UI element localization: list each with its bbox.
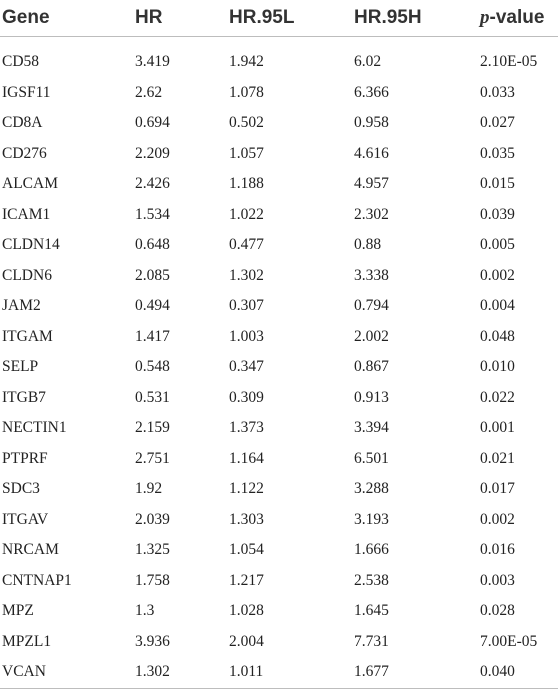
cell-pvalue: 0.002 [480, 266, 515, 284]
cell-hr: 0.494 [135, 297, 170, 315]
cell-pvalue: 0.015 [480, 175, 515, 193]
cell-gene: CLDN6 [2, 266, 52, 284]
cell-hr95l: 1.942 [229, 53, 264, 71]
cell-gene: CLDN14 [2, 236, 60, 254]
cell-pvalue: 0.022 [480, 388, 515, 406]
cell-pvalue: 0.017 [480, 480, 515, 498]
cell-hr: 1.92 [135, 480, 163, 498]
cell-hr95h: 0.794 [354, 297, 389, 315]
cell-hr: 2.209 [135, 144, 170, 162]
cell-hr: 3.419 [135, 53, 170, 71]
cell-hr95l: 1.003 [229, 327, 264, 345]
cell-gene: CNTNAP1 [2, 571, 72, 589]
cell-gene: SELP [2, 358, 39, 376]
cell-hr95h: 6.501 [354, 449, 389, 467]
cell-hr95l: 0.477 [229, 236, 264, 254]
cell-hr: 2.751 [135, 449, 170, 467]
cell-hr95h: 3.288 [354, 480, 389, 498]
cell-hr95l: 0.307 [229, 297, 264, 315]
cell-gene: SDC3 [2, 480, 40, 498]
cell-gene: IGSF11 [2, 83, 51, 101]
cell-hr95h: 6.02 [354, 53, 382, 71]
cell-pvalue: 0.028 [480, 602, 515, 620]
cell-hr95l: 1.078 [229, 83, 264, 101]
cell-gene: JAM2 [2, 297, 41, 315]
cell-pvalue: 0.048 [480, 327, 515, 345]
cell-hr95l: 1.028 [229, 602, 264, 620]
cell-hr95l: 1.054 [229, 541, 264, 559]
cell-hr95l: 1.022 [229, 205, 264, 223]
cell-hr95l: 1.217 [229, 571, 264, 589]
table-row [0, 535, 558, 566]
cell-gene: PTPRF [2, 449, 48, 467]
cell-hr95h: 4.616 [354, 144, 389, 162]
header-hr95h: HR.95H [354, 0, 480, 37]
table-row [0, 139, 558, 170]
cell-gene: MPZL1 [2, 632, 52, 650]
cell-hr: 3.936 [135, 632, 170, 650]
cell-gene: CD58 [2, 53, 40, 71]
cell-hr: 0.548 [135, 358, 170, 376]
cell-pvalue: 0.001 [480, 419, 515, 437]
table-row [0, 444, 558, 475]
table-row [0, 47, 558, 78]
cell-hr: 2.62 [135, 83, 163, 101]
cell-hr: 2.159 [135, 419, 170, 437]
cell-hr95l: 1.057 [229, 144, 264, 162]
cell-pvalue: 0.040 [480, 657, 558, 688]
table-row [0, 566, 558, 597]
table-row [0, 322, 558, 353]
cell-hr: 2.039 [135, 510, 170, 528]
cell-pvalue: 0.005 [480, 236, 515, 254]
cell-hr95l: 0.502 [229, 114, 264, 132]
header-row [0, 0, 558, 37]
cell-hr95h: 6.366 [354, 83, 389, 101]
cell-gene: ICAM1 [2, 205, 51, 223]
cell-pvalue: 0.016 [480, 541, 515, 559]
cell-hr95h: 3.193 [354, 510, 389, 528]
cell-hr95h: 1.677 [354, 657, 480, 688]
cell-hr: 1.302 [135, 657, 229, 688]
cell-hr95h: 0.913 [354, 388, 389, 406]
cell-pvalue: 0.002 [480, 510, 515, 528]
header-gene: Gene [0, 0, 135, 37]
cell-hr: 0.694 [135, 114, 170, 132]
cell-hr95l: 1.011 [229, 657, 354, 688]
cell-gene: MPZ [2, 602, 34, 620]
header-hr: HR [135, 0, 229, 37]
header-pvalue-italic: p [480, 7, 490, 28]
table-row [0, 291, 558, 322]
table-row [0, 261, 558, 292]
cell-gene: CD276 [2, 144, 47, 162]
cell-pvalue: 0.004 [480, 297, 515, 315]
table-header [0, 0, 558, 47]
cell-hr95h: 4.957 [354, 175, 389, 193]
cell-pvalue: 0.003 [480, 571, 515, 589]
cell-hr: 2.085 [135, 266, 170, 284]
table-row [0, 596, 558, 627]
cell-gene: CD8A [2, 114, 43, 132]
cell-hr95h: 3.338 [354, 266, 389, 284]
cell-hr95l: 1.188 [229, 175, 264, 193]
cell-hr95l: 1.122 [229, 480, 264, 498]
cell-hr: 1.534 [135, 205, 170, 223]
table-row [0, 627, 558, 658]
cell-hr95l: 1.373 [229, 419, 264, 437]
cell-hr95h: 2.302 [354, 205, 389, 223]
cell-gene: ITGB7 [2, 388, 46, 406]
cell-hr: 1.417 [135, 327, 170, 345]
cell-pvalue: 2.10E-05 [480, 53, 538, 71]
cell-hr: 0.531 [135, 388, 170, 406]
table-row [0, 230, 558, 261]
cell-pvalue: 0.039 [480, 205, 515, 223]
table-row [0, 657, 558, 688]
cell-hr: 1.325 [135, 541, 170, 559]
table-row [0, 413, 558, 444]
table-row [0, 474, 558, 505]
cell-hr95h: 0.958 [354, 114, 389, 132]
cell-hr95h: 1.666 [354, 541, 389, 559]
cell-hr95l: 0.309 [229, 388, 264, 406]
cell-pvalue: 0.027 [480, 114, 515, 132]
cell-hr: 2.426 [135, 175, 170, 193]
cell-hr95h: 7.731 [354, 632, 389, 650]
cell-pvalue: 7.00E-05 [480, 632, 538, 650]
cell-hr: 0.648 [135, 236, 170, 254]
cell-hr95l: 1.302 [229, 266, 264, 284]
cell-hr95l: 1.164 [229, 449, 264, 467]
table-row [0, 108, 558, 139]
cell-pvalue: 0.010 [480, 358, 515, 376]
cell-gene: ALCAM [2, 175, 58, 193]
table-row [0, 505, 558, 536]
cell-hr95h: 3.394 [354, 419, 389, 437]
table-body [0, 47, 558, 688]
cell-hr95h: 0.867 [354, 358, 389, 376]
cell-hr95h: 0.88 [354, 236, 382, 254]
header-pvalue-rest: -value [489, 7, 545, 28]
cell-gene: ITGAV [2, 510, 49, 528]
cell-hr95l: 1.303 [229, 510, 264, 528]
cell-gene: VCAN [0, 657, 135, 688]
header-hr95l: HR.95L [229, 0, 354, 37]
cell-hr95h: 2.538 [354, 571, 389, 589]
table-row [0, 78, 558, 109]
cell-pvalue: 0.033 [480, 83, 515, 101]
cell-hr95l: 2.004 [229, 632, 264, 650]
cell-gene: NRCAM [2, 541, 59, 559]
cell-gene: NECTIN1 [2, 419, 67, 437]
cell-pvalue: 0.035 [480, 144, 515, 162]
cell-hr: 1.758 [135, 571, 170, 589]
table-row [0, 169, 558, 200]
cell-gene: ITGAM [2, 327, 53, 345]
cell-hr95h: 2.002 [354, 327, 389, 345]
table-row [0, 383, 558, 414]
header-pvalue [480, 0, 558, 37]
cell-hr95h: 1.645 [354, 602, 389, 620]
table-row [0, 200, 558, 231]
cell-hr: 1.3 [135, 602, 155, 620]
table-row [0, 352, 558, 383]
cell-hr95l: 0.347 [229, 358, 264, 376]
cell-pvalue: 0.021 [480, 449, 515, 467]
